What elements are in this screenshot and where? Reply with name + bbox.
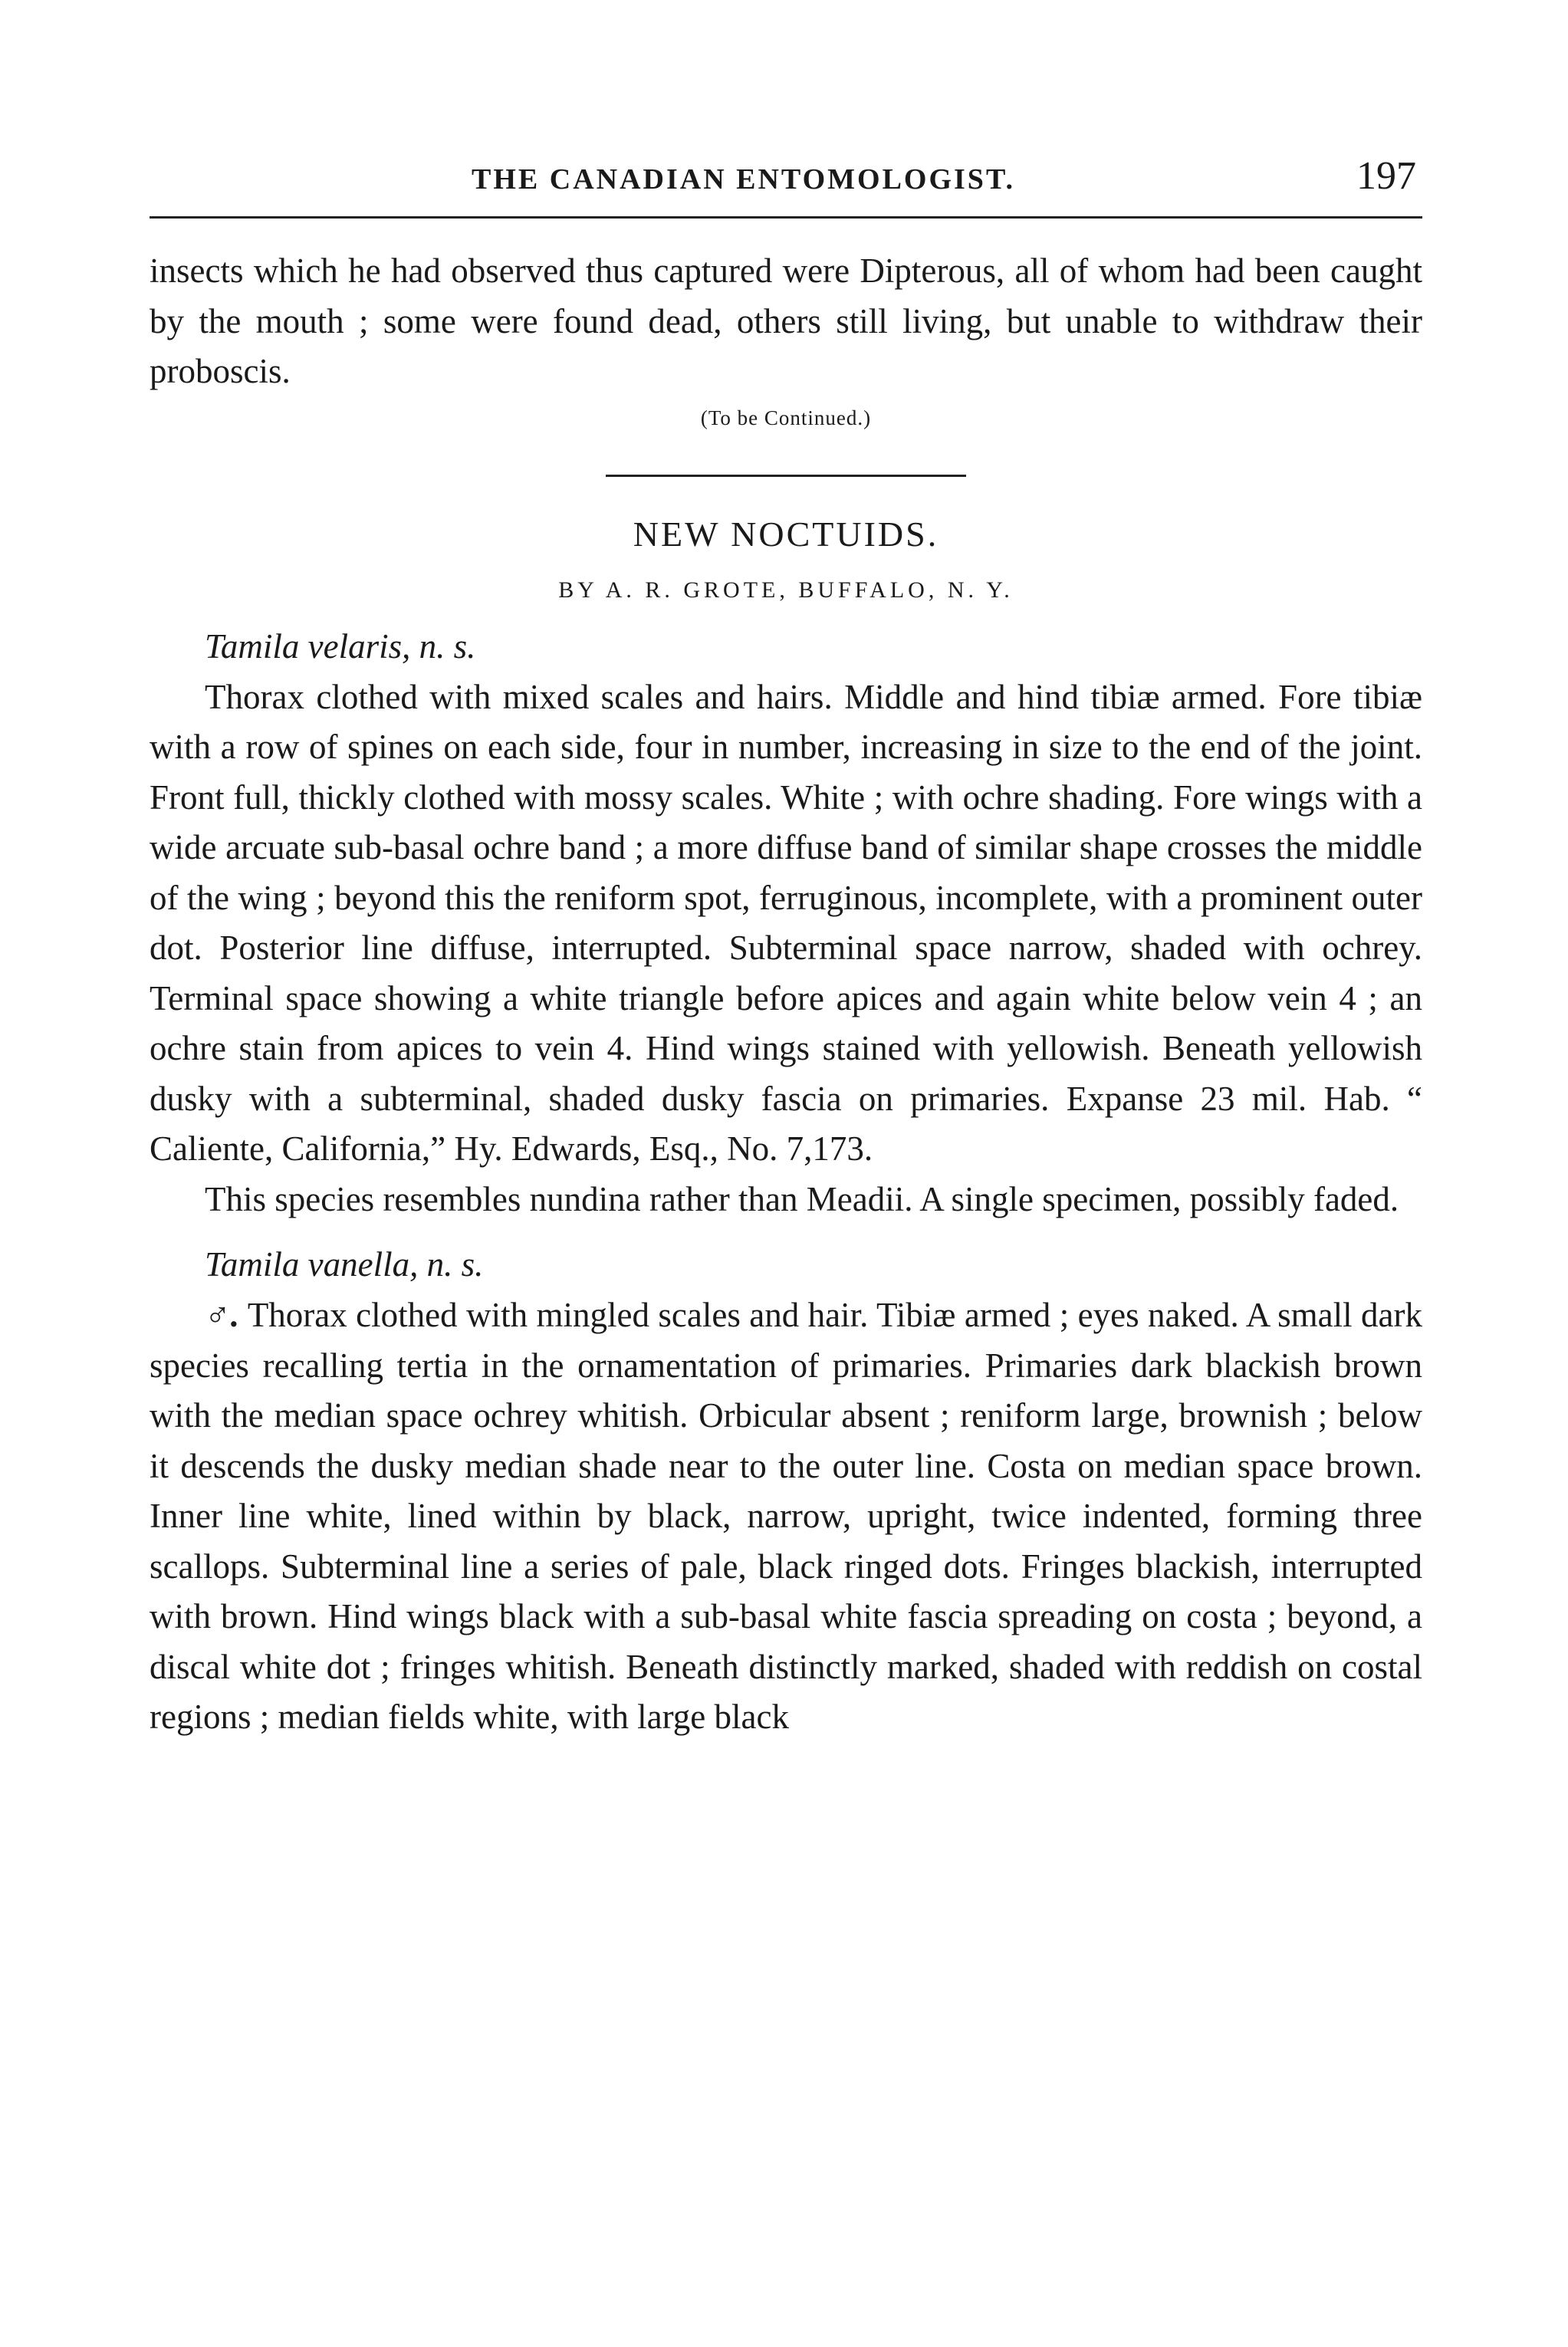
article-byline: BY A. R. GROTE, BUFFALO, N. Y. bbox=[558, 577, 1014, 603]
species-remark-velaris: This species resembles nundina rather than Meadii. A single specimen, possibly faded. bbox=[205, 1179, 1399, 1218]
species-heading-vanella: Tamila vanella, n. s. bbox=[205, 1245, 484, 1284]
header-rule bbox=[150, 216, 1422, 219]
continued-note: (To be Continued.) bbox=[700, 406, 872, 429]
document-page bbox=[150, 153, 1422, 1743]
previous-article-closing-paragraph: insects which he had observed thus captured were Dipterous, all of whom had been caught by the mouth ; some were found dead, others still living, but unable to withdraw their proboscis. bbox=[150, 251, 1422, 390]
species-description-vanella bbox=[150, 1290, 1422, 1743]
species-description-velaris: Thorax clothed with mixed scales and hairs. Middle and hind tibiæ armed. Fore tibiæ with a row of spines on each side, four in number, increasing in size to the end of the joint. Front full, thickly clothed with mossy scales. White ; with ochre shading. Fore wings with a wide arcuate sub-basal ochre band ; a more diffuse band of similar shape crosses the middle of the wing ; beyond this the reniform spot, ferruginous, incomplete, with a prominent outer dot. Posterior line diffuse, interrupted. Subterminal space narrow, shaded with ochrey. Terminal space showing a white triangle before apices and again white below vein 4 ; an ochre stain from apices to vein 4. Hind wings stained with yellowish. Beneath yellowish dusky with a subterminal, shaded dusky fascia on primaries. Expanse 23 mil. Hab. “ Caliente, California,” Hy. Edwards, Esq., No. 7,173. bbox=[150, 677, 1422, 1168]
article-title: NEW NOCTUIDS. bbox=[633, 514, 939, 554]
species-description-vanella-text: Thorax clothed with mingled scales and hair. Tibiæ armed ; eyes naked. A small dark species recalling tertia in the ornamentation of primaries. Primaries dark blackish brown with the median space ochrey whitish. Orbicular absent ; reniform large, brownish ; below it descends the dusky median shade near to the outer line. Costa on median space brown. Inner line white, lined within by black, narrow, upright, twice indented, forming three scallops. Subterminal line a series of pale, black ringed dots. Fringes blackish, interrupted with brown. Hind wings black with a sub-basal white fascia spreading on costa ; beyond, a discal white dot ; fringes whitish. Beneath distinctly marked, shaded with reddish on costal regions ; median fields white, with large black bbox=[150, 1296, 1423, 1736]
running-title: THE CANADIAN ENTOMOLOGIST. bbox=[472, 163, 1015, 196]
male-symbol: ♂. bbox=[205, 1296, 240, 1334]
page-number: 197 bbox=[1356, 154, 1416, 198]
species-heading-velaris: Tamila velaris, n. s. bbox=[205, 626, 476, 666]
running-header bbox=[150, 153, 1422, 207]
section-divider bbox=[606, 475, 966, 477]
